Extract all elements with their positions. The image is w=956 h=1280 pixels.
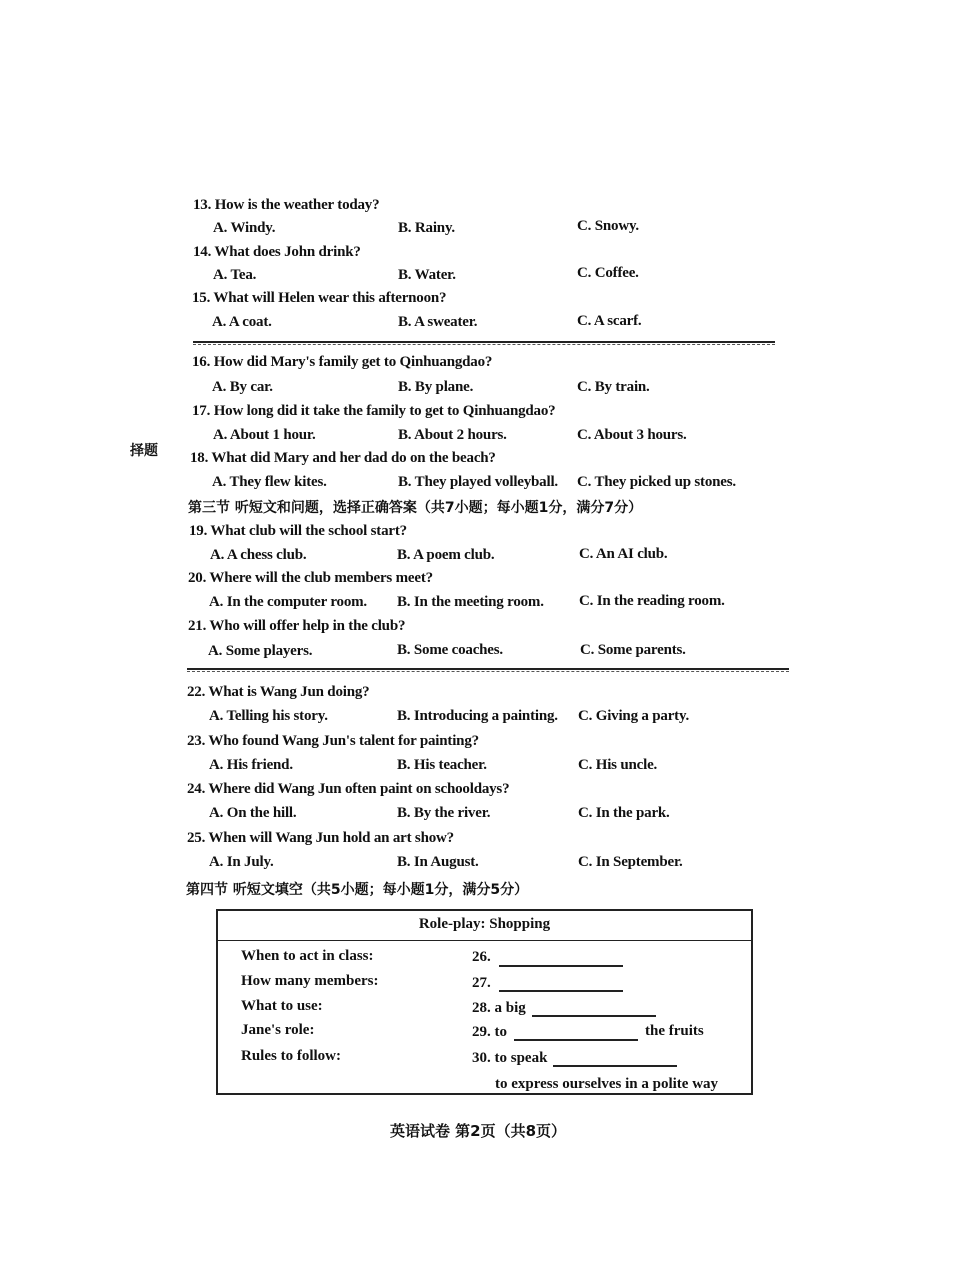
roleplay-label-30: Rules to follow:: [241, 1048, 341, 1064]
option-23-b: B. His teacher.: [397, 757, 487, 773]
option-19-c: C. An AI club.: [579, 546, 668, 562]
blank-29[interactable]: [514, 1039, 638, 1041]
question-13: 13. How is the weather today?: [193, 197, 380, 213]
roleplay-answer-27: 27.: [472, 975, 491, 991]
option-18-b: B. They played volleyball.: [398, 474, 558, 490]
option-22-b: B. Introducing a painting.: [397, 708, 558, 724]
blank-28[interactable]: [532, 1015, 656, 1017]
question-17: 17. How long did it take the family to get to Qinhuangdao?: [192, 403, 556, 419]
blank-30[interactable]: [553, 1065, 677, 1067]
option-21-b: B. Some coaches.: [397, 642, 503, 658]
question-24: 24. Where did Wang Jun often paint on schooldays?: [187, 781, 510, 797]
option-20-a: A. In the computer room.: [209, 594, 367, 610]
option-24-c: C. In the park.: [578, 805, 670, 821]
option-22-c: C. Giving a party.: [578, 708, 689, 724]
option-15-c: C. A scarf.: [577, 313, 642, 329]
option-14-c: C. Coffee.: [577, 265, 639, 281]
option-13-c: C. Snowy.: [577, 218, 639, 234]
option-13-a: A. Windy.: [213, 220, 276, 236]
question-23: 23. Who found Wang Jun's talent for painting?: [187, 733, 479, 749]
option-23-c: C. His uncle.: [578, 757, 658, 773]
option-25-c: C. In September.: [578, 854, 683, 870]
question-21: 21. Who will offer help in the club?: [188, 618, 406, 634]
question-14: 14. What does John drink?: [193, 244, 361, 260]
option-21-c: C. Some parents.: [580, 642, 686, 658]
roleplay-last-line: to express ourselves in a polite way: [495, 1076, 719, 1092]
option-14-a: A. Tea.: [213, 267, 257, 283]
roleplay-after-29: the fruits: [645, 1023, 704, 1039]
roleplay-label-28: What to use:: [241, 998, 323, 1014]
page-footer: 英语试卷 第2页（共8页）: [389, 1122, 567, 1140]
option-24-b: B. By the river.: [397, 805, 491, 821]
option-18-c: C. They picked up stones.: [577, 474, 736, 490]
question-22: 22. What is Wang Jun doing?: [187, 684, 370, 700]
blank-27[interactable]: [499, 990, 623, 992]
option-23-a: A. His friend.: [209, 757, 293, 773]
question-16: 16. How did Mary's family get to Qinhuangdao?: [192, 354, 493, 370]
option-17-a: A. About 1 hour.: [213, 427, 316, 443]
option-19-b: B. A poem club.: [397, 547, 495, 563]
option-25-b: B. In August.: [397, 854, 479, 870]
roleplay-answer-30: 30. to speak: [472, 1050, 548, 1066]
side-label: 择题: [130, 443, 158, 459]
option-16-b: B. By plane.: [398, 379, 474, 395]
section-4-heading: 第四节 听短文填空（共5小题；每小题1分，满分5分）: [186, 882, 529, 898]
roleplay-title-divider: [218, 940, 751, 941]
option-13-b: B. Rainy.: [398, 220, 455, 236]
question-20: 20. Where will the club members meet?: [188, 570, 433, 586]
roleplay-answer-29: 29. to: [472, 1024, 507, 1040]
option-24-a: A. On the hill.: [209, 805, 297, 821]
section-divider: [187, 668, 789, 670]
option-17-c: C. About 3 hours.: [577, 427, 687, 443]
option-25-a: A. In July.: [209, 854, 274, 870]
roleplay-answer-26: 26.: [472, 949, 491, 965]
option-20-b: B. In the meeting room.: [397, 594, 544, 610]
option-16-c: C. By train.: [577, 379, 650, 395]
option-22-a: A. Telling his story.: [209, 708, 328, 724]
roleplay-box: [216, 909, 753, 1095]
option-21-a: A. Some players.: [208, 643, 313, 659]
question-18: 18. What did Mary and her dad do on the beach?: [190, 450, 496, 466]
option-14-b: B. Water.: [398, 267, 456, 283]
option-20-c: C. In the reading room.: [579, 593, 725, 609]
roleplay-label-27: How many members:: [241, 973, 379, 989]
roleplay-label-29: Jane's role:: [241, 1022, 315, 1038]
roleplay-title: Role-play: Shopping: [418, 916, 551, 932]
option-16-a: A. By car.: [212, 379, 273, 395]
question-19: 19. What club will the school start?: [189, 523, 407, 539]
option-18-a: A. They flew kites.: [212, 474, 327, 490]
option-15-b: B. A sweater.: [398, 314, 478, 330]
option-17-b: B. About 2 hours.: [398, 427, 507, 443]
question-15: 15. What will Helen wear this afternoon?: [192, 290, 447, 306]
roleplay-label-26: When to act in class:: [241, 948, 374, 964]
option-15-a: A. A coat.: [212, 314, 272, 330]
question-25: 25. When will Wang Jun hold an art show?: [187, 830, 454, 846]
section-3-heading: 第三节 听短文和问题，选择正确答案（共7小题；每小题1分，满分7分）: [188, 500, 643, 516]
blank-26[interactable]: [499, 965, 623, 967]
section-divider: [193, 341, 775, 343]
option-19-a: A. A chess club.: [210, 547, 307, 563]
roleplay-answer-28: 28. a big: [472, 1000, 526, 1016]
